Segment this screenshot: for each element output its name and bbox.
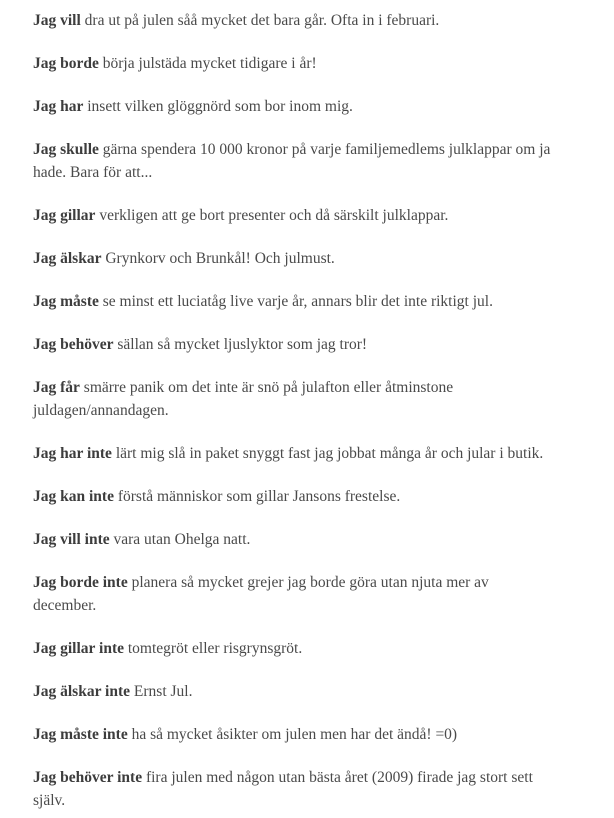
prompt-bold-text: Jag måste inte xyxy=(33,726,128,743)
paragraph-body-text: sällan så mycket ljuslyktor som jag tror! xyxy=(117,336,368,353)
paragraph-body-text: lärt mig slå in paket snyggt fast jag jobbat många år och jular i butik. xyxy=(115,445,544,462)
paragraph-first-line xyxy=(33,333,614,356)
paragraph-first-line xyxy=(33,204,614,227)
paragraph-body-text: tomtegröt eller risgrynsgröt. xyxy=(127,640,303,657)
paragraph-body-text: insett vilken glöggnörd som bor inom mig. xyxy=(87,98,353,115)
paragraph xyxy=(33,442,614,465)
prompt-bold-text: Jag gillar inte xyxy=(33,640,124,657)
paragraph-body-text: dra ut på julen såå mycket det bara går. Ofta in i februari. xyxy=(84,12,440,29)
paragraph-body-text: se minst ett luciatåg live varje år, annars blir det inte riktigt jul. xyxy=(102,293,493,310)
paragraph xyxy=(33,766,614,812)
paragraph-body-text: Grynkorv och Brunkål! Och julmust. xyxy=(105,250,335,267)
prompt-bold-text: Jag gillar xyxy=(33,207,96,224)
prompt-bold-text: Jag måste xyxy=(33,293,99,310)
paragraph xyxy=(33,204,614,227)
prompt-bold-text: Jag behöver inte xyxy=(33,769,143,786)
paragraph-second-line: december. xyxy=(33,597,97,614)
paragraph-first-line xyxy=(33,723,614,746)
paragraph-body-text: gärna spendera 10 000 kronor på varje familjemedlems julklappar om ja xyxy=(102,141,551,158)
paragraph xyxy=(33,52,614,75)
paragraph xyxy=(33,333,614,356)
paragraph-body-text: verkligen att ge bort presenter och då särskilt julklappar. xyxy=(99,207,449,224)
paragraph-body-text: vara utan Ohelga natt. xyxy=(113,531,251,548)
paragraph xyxy=(33,723,614,746)
paragraph-body-text: börja julstäda mycket tidigare i år! xyxy=(102,55,317,72)
prompt-bold-text: Jag får xyxy=(33,379,80,396)
paragraph xyxy=(33,485,614,508)
paragraph xyxy=(33,138,614,184)
paragraph xyxy=(33,571,614,617)
paragraph-first-line xyxy=(33,680,614,703)
paragraph xyxy=(33,9,614,32)
paragraph-first-line xyxy=(33,637,614,660)
paragraph xyxy=(33,680,614,703)
paragraph-first-line xyxy=(33,376,614,399)
paragraph-second-line: själv. xyxy=(33,792,66,809)
paragraph-second-line: juldagen/annandagen. xyxy=(33,402,169,419)
prompt-bold-text: Jag borde xyxy=(33,55,99,72)
paragraph-body-text: smärre panik om det inte är snö på julafton eller åtminstone xyxy=(83,379,454,396)
paragraph-first-line xyxy=(33,442,614,465)
paragraph xyxy=(33,637,614,660)
paragraph-first-line xyxy=(33,290,614,313)
prompt-bold-text: Jag älskar xyxy=(33,250,102,267)
paragraph-first-line xyxy=(33,485,614,508)
prompt-bold-text: Jag vill inte xyxy=(33,531,110,548)
paragraph-second-line: hade. Bara för att... xyxy=(33,164,153,181)
paragraph xyxy=(33,95,614,118)
prompt-bold-text: Jag älskar inte xyxy=(33,683,131,700)
paragraph-first-line xyxy=(33,247,614,270)
paragraph xyxy=(33,247,614,270)
paragraph-body-text: planera så mycket grejer jag borde göra utan njuta mer av xyxy=(131,574,489,591)
prompt-bold-text: Jag borde inte xyxy=(33,574,128,591)
prompt-bold-text: Jag vill xyxy=(33,12,81,29)
paragraph-body-text: ha så mycket åsikter om julen men har det ändå! =0) xyxy=(131,726,458,743)
paragraph-first-line xyxy=(33,95,614,118)
prompt-bold-text: Jag har inte xyxy=(33,445,112,462)
paragraph-body-text: Ernst Jul. xyxy=(133,683,193,700)
paragraph xyxy=(33,376,614,422)
paragraph-first-line xyxy=(33,528,614,551)
paragraph-first-line xyxy=(33,52,614,75)
paragraph-body-text: fira julen med någon utan bästa året (2009) firade jag stort sett xyxy=(145,769,533,786)
paragraph-body-text: förstå människor som gillar Jansons frestelse. xyxy=(117,488,401,505)
paragraph xyxy=(33,528,614,551)
paragraph-first-line xyxy=(33,138,614,161)
paragraph-first-line xyxy=(33,766,614,789)
prompt-bold-text: Jag kan inte xyxy=(33,488,114,505)
prompt-bold-text: Jag behöver xyxy=(33,336,114,353)
paragraph-first-line xyxy=(33,9,614,32)
paragraph xyxy=(33,290,614,313)
prompt-bold-text: Jag skulle xyxy=(33,141,99,158)
prompt-bold-text: Jag har xyxy=(33,98,84,115)
paragraph-first-line xyxy=(33,571,614,594)
